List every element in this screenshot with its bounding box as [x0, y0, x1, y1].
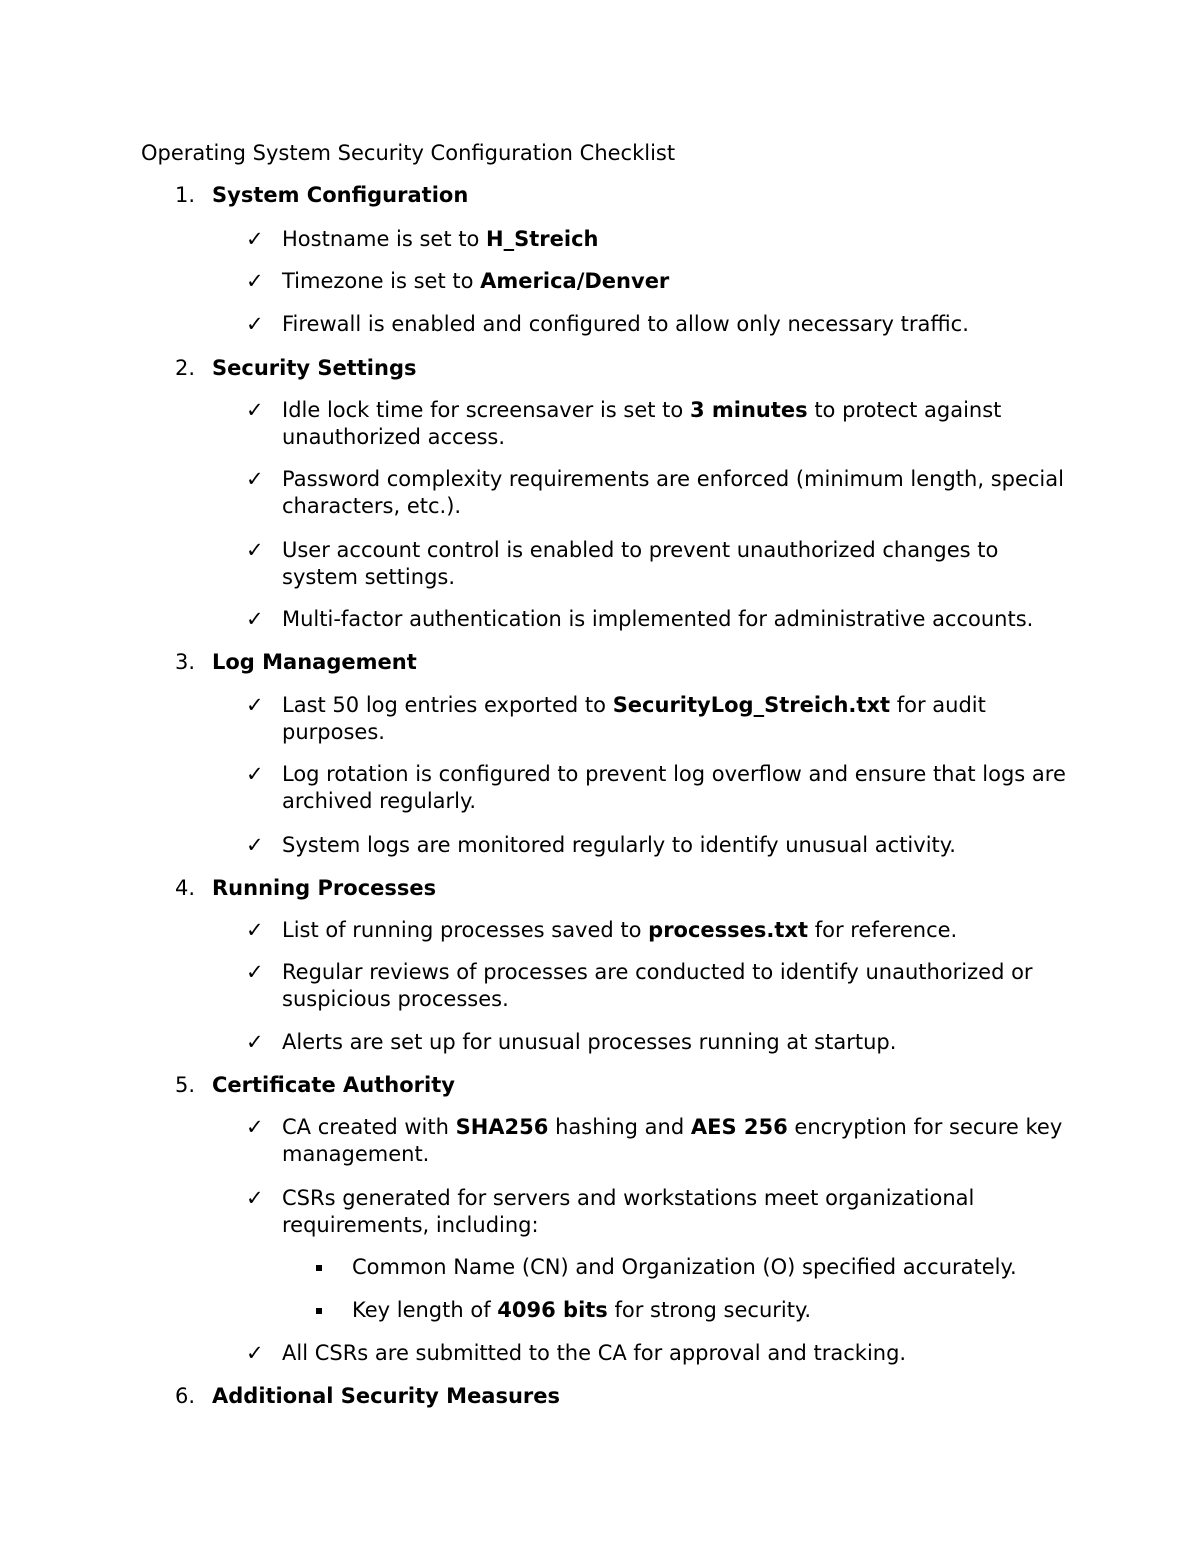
- checkmark-icon: ✓: [246, 538, 264, 562]
- checkmark-icon: ✓: [246, 1186, 264, 1210]
- checkmark-icon: ✓: [246, 607, 264, 631]
- list-item: ✓ Timezone is set to America/Denver: [246, 269, 670, 293]
- list-item: ✓ List of running processes saved to processes.txt for reference.: [246, 918, 958, 942]
- checkmark-icon: ✓: [246, 762, 264, 786]
- checkmark-icon: ✓: [246, 269, 264, 293]
- list-item: ✓ Multi-factor authentication is implemented for administrative accounts.: [246, 607, 1034, 631]
- sub-list-item: Common Name (CN) and Organization (O) specified accurately.: [316, 1254, 1076, 1281]
- square-bullet-icon: [316, 1265, 322, 1271]
- checkmark-icon: ✓: [246, 833, 264, 857]
- section-number: 4.: [175, 876, 196, 900]
- section-label: Security Settings: [212, 356, 417, 380]
- checkmark-icon: ✓: [246, 960, 264, 984]
- section-label: Log Management: [212, 650, 417, 674]
- sub-list-item: Key length of 4096 bits for strong security.: [316, 1297, 1076, 1324]
- section-label: Additional Security Measures: [212, 1384, 561, 1408]
- list-item: ✓ System logs are monitored regularly to identify unusual activity.: [246, 833, 956, 857]
- list-item: ✓ Firewall is enabled and configured to allow only necessary traffic.: [246, 312, 969, 336]
- checkmark-icon: ✓: [246, 693, 264, 717]
- list-item: ✓ Last 50 log entries exported to SecurityLog_Streich.txt for audit purposes.: [246, 693, 993, 744]
- list-item: ✓ Alerts are set up for unusual processes running at startup.: [246, 1030, 897, 1054]
- checkmark-icon: ✓: [246, 467, 264, 491]
- document-title: Operating System Security Configuration Checklist: [141, 141, 676, 165]
- list-item: ✓ User account control is enabled to prevent unauthorized changes to system settings.: [246, 538, 1006, 589]
- list-item: ✓ Hostname is set to H_Streich: [246, 227, 599, 251]
- section-number: 1.: [175, 183, 196, 207]
- section-label: Certificate Authority: [212, 1073, 455, 1097]
- list-item: ✓ Log rotation is configured to prevent log overflow and ensure that logs are archived regularly.: [246, 762, 1073, 813]
- square-bullet-icon: [316, 1308, 322, 1314]
- list-item: ✓ Idle lock time for screensaver is set to 3 minutes to protect against unauthorized access.: [246, 398, 1009, 449]
- list-item: ✓ All CSRs are submitted to the CA for approval and tracking.: [246, 1341, 907, 1365]
- section-number: 6.: [175, 1384, 196, 1408]
- list-item: ✓ CA created with SHA256 hashing and AES 256 encryption for secure key management.: [246, 1115, 1069, 1166]
- checkmark-icon: ✓: [246, 312, 264, 336]
- checkmark-icon: ✓: [246, 227, 264, 251]
- checkmark-icon: ✓: [246, 1115, 264, 1139]
- list-item: ✓ Regular reviews of processes are conducted to identify unauthorized or suspicious processes.: [246, 960, 1040, 1011]
- list-item: ✓ CSRs generated for servers and workstations meet organizational requirements, including:: [246, 1186, 982, 1237]
- section-number: 2.: [175, 356, 196, 380]
- checkmark-icon: ✓: [246, 918, 264, 942]
- section-number: 3.: [175, 650, 196, 674]
- list-item: ✓ Password complexity requirements are enforced (minimum length, special characters, etc.).: [246, 467, 1071, 518]
- checkmark-icon: ✓: [246, 1341, 264, 1365]
- checkmark-icon: ✓: [246, 1030, 264, 1054]
- section-number: 5.: [175, 1073, 196, 1097]
- section-label: System Configuration: [212, 183, 469, 207]
- checkmark-icon: ✓: [246, 398, 264, 422]
- section-label: Running Processes: [212, 876, 437, 900]
